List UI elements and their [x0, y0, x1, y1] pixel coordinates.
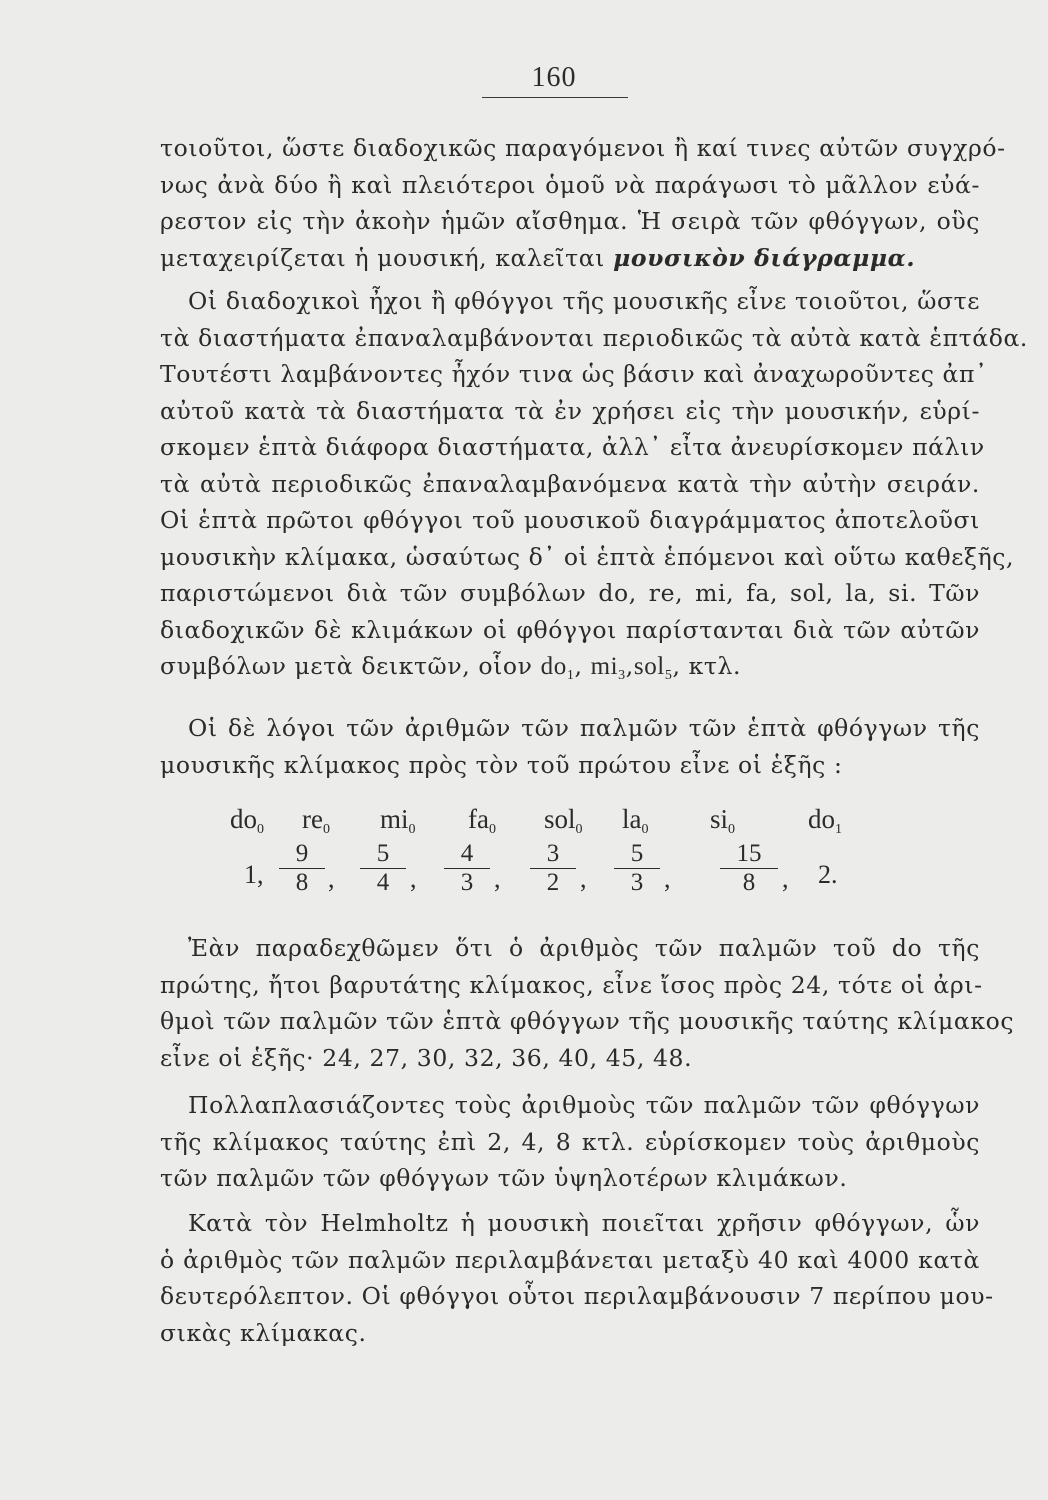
text-line: τοιοῦτοι, ὥστε διαδοχικῶς παραγόμενοι ἢ καί τινες αὐτῶν συγχρό- [160, 134, 1006, 162]
text-line: τὰ διαστήματα ἐπαναλαμβάνονται περιοδικῶς τὰ αὐτὰ κατὰ ἑπτάδα. [160, 323, 1029, 352]
note-label: $mi_0$ [380, 804, 416, 837]
text-line: δευτερόλεπτον. Οἱ φθόγγοι οὗτοι περιλαμβάνουσιν 7 περίπου μου- [160, 1282, 994, 1310]
text-line: συμβόλων μετὰ δεικτῶν, οἷον $do_1$, $mi_3,sol_5$, κτλ. [160, 652, 742, 683]
header-rule [482, 97, 628, 98]
text-line: Οἱ διαδοχικοὶ ἦχοι ἢ φθόγγοι τῆς μουσικῆς εἶνε τοιοῦτοι, ὥστε [188, 287, 980, 315]
note-label: $la_0$ [622, 804, 649, 837]
text-line: σκομεν ἑπτὰ διάφορα διαστήματα, ἀλλ᾽ εἶτα ἀνευρίσκομεν πάλιν [160, 433, 985, 461]
text-fragment: μεταχειρίζεται ἡ μουσική, καλεῖται [160, 243, 605, 272]
text-line: ρεστον εἰς τὴν ἀκοὴν ἡμῶν αἴσθημα. Ἡ σειρὰ τῶν φθόγγων, οὓς [160, 207, 980, 235]
ratio-separator: , [328, 864, 335, 893]
ratio-fraction: 4 3 [442, 840, 492, 897]
scale-notes-row [230, 804, 870, 840]
note-example: $do_1$ [540, 653, 575, 683]
text-line: Τουτέστι λαμβάνοντες ἦχόν τινα ὡς βάσιν καὶ ἀναχωροῦντες ἀπ᾽ [160, 360, 988, 388]
paragraph-3 [160, 710, 980, 783]
note-label: $fa_0$ [468, 804, 496, 837]
note-label: $si_0$ [710, 804, 736, 837]
text-line [160, 240, 980, 277]
text-line: Κατὰ τὸν Helmholtz ἡ μουσικὴ ποιεῖται χρῆσιν φθόγγων, ὧν [188, 1209, 980, 1237]
page-number: 160 [531, 62, 577, 93]
term-musical-diagram: μουσικὸν διάγραμμα. [613, 243, 916, 272]
note-label: $do_0$ [230, 804, 264, 837]
ratio-fraction: 5 3 [612, 840, 662, 897]
note-example: sol$_5$ [633, 653, 673, 683]
ratio-fraction: 9 8 [277, 840, 327, 897]
text-line: μουσικὴν κλίμακα, ὡσαύτως δ᾽ οἱ ἑπτὰ ἑπόμενοι καὶ οὕτω καθεξῆς, [160, 542, 1015, 571]
text-line: μουσικῆς κλίμακος πρὸς τὸν τοῦ πρώτου εἶνε οἱ ἑξῆς : [160, 750, 843, 779]
text-line: τὰ αὐτὰ περιοδικῶς ἐπαναλαμβανόμενα κατὰ τὴν αὐτὴν σειράν. [160, 469, 980, 498]
note-label: $do_1$ [808, 804, 842, 837]
text-fragment: κτλ. [688, 652, 742, 680]
ratio-separator: , [782, 864, 789, 893]
text-line: ὁ ἀριθμὸς τῶν παλμῶν περιλαμβάνεται μεταξὺ 40 καὶ 4000 κατὰ [160, 1245, 980, 1274]
paragraph-4 [160, 930, 1015, 1076]
text-line: σικὰς κλίμακας. [160, 1318, 367, 1347]
text-line: αὐτοῦ κατὰ τὰ διαστήματα τὰ ἐν χρήσει εἰς τὴν μουσικήν, εὑρί- [160, 396, 980, 425]
text-line: νως ἀνὰ δύο ἢ καὶ πλειότεροι ὁμοῦ νὰ παράγωσι τὸ μᾶλλον εὐά- [160, 170, 980, 199]
note-label: sol$_0$ [544, 804, 583, 837]
text-line: Οἱ ἑπτὰ πρῶτοι φθόγγοι τοῦ μουσικοῦ διαγράμματος ἀποτελοῦσι [160, 506, 980, 534]
ratio-value: 1, [244, 860, 264, 889]
text-line: διαδοχικῶν δὲ κλιμάκων οἱ φθόγγοι παρίστανται διὰ τῶν αὐτῶν [160, 615, 980, 644]
text-line: εἶνε οἱ ἑξῆς· 24, 27, 30, 32, 36, 40, 45, 48. [160, 1043, 693, 1072]
ratio-fraction: 3 2 [528, 840, 578, 897]
ratio-value: 2. [818, 860, 838, 889]
ratio-separator: , [580, 864, 587, 893]
ratio-fraction: 5 4 [358, 840, 408, 897]
paragraph-6 [160, 1205, 994, 1351]
text-line: πρώτης, ἤτοι βαρυτάτης κλίμακος, εἶνε ἴσος πρὸς 24, τότε οἱ ἀρι- [160, 970, 983, 999]
note-example: $mi_3$ [590, 653, 626, 683]
ratio-separator: , [664, 864, 671, 893]
text-line: παριστώμενοι διὰ τῶν συμβόλων do, re, mi, fa, sol, la, si. Τῶν [160, 579, 980, 607]
ratio-fraction: 15 8 [718, 840, 780, 897]
text-line: τῶν παλμῶν τῶν φθόγγων τῶν ὑψηλοτέρων κλιμάκων. [160, 1164, 848, 1192]
text-line: θμοὶ τῶν παλμῶν τῶν ἑπτὰ φθόγγων τῆς μουσικῆς ταύτης κλίμακος [160, 1007, 1015, 1035]
text-line: Οἱ δὲ λόγοι τῶν ἀριθμῶν τῶν παλμῶν τῶν ἑπτὰ φθόγγων τῆς [188, 714, 980, 742]
paragraph-5 [160, 1087, 980, 1197]
paragraph-2 [160, 283, 1029, 695]
text-line: Πολλαπλασιάζοντες τοὺς ἀριθμοὺς τῶν παλμῶν τῶν φθόγγων [188, 1091, 980, 1119]
text-line: τῆς κλίμακος ταύτης ἐπὶ 2, 4, 8 κτλ. εὑρίσκομεν τοὺς ἀριθμοὺς [160, 1127, 980, 1156]
paragraph-1 [160, 130, 1006, 276]
ratio-separator: , [494, 864, 501, 893]
ratio-separator: , [410, 864, 417, 893]
text-fragment: συμβόλων μετὰ δεικτῶν, οἷον [160, 652, 533, 680]
text-line: Ἐὰν παραδεχθῶμεν ὅτι ὁ ἀριθμὸς τῶν παλμῶν τοῦ do τῆς [188, 934, 980, 962]
note-label: $re_0$ [302, 804, 330, 837]
